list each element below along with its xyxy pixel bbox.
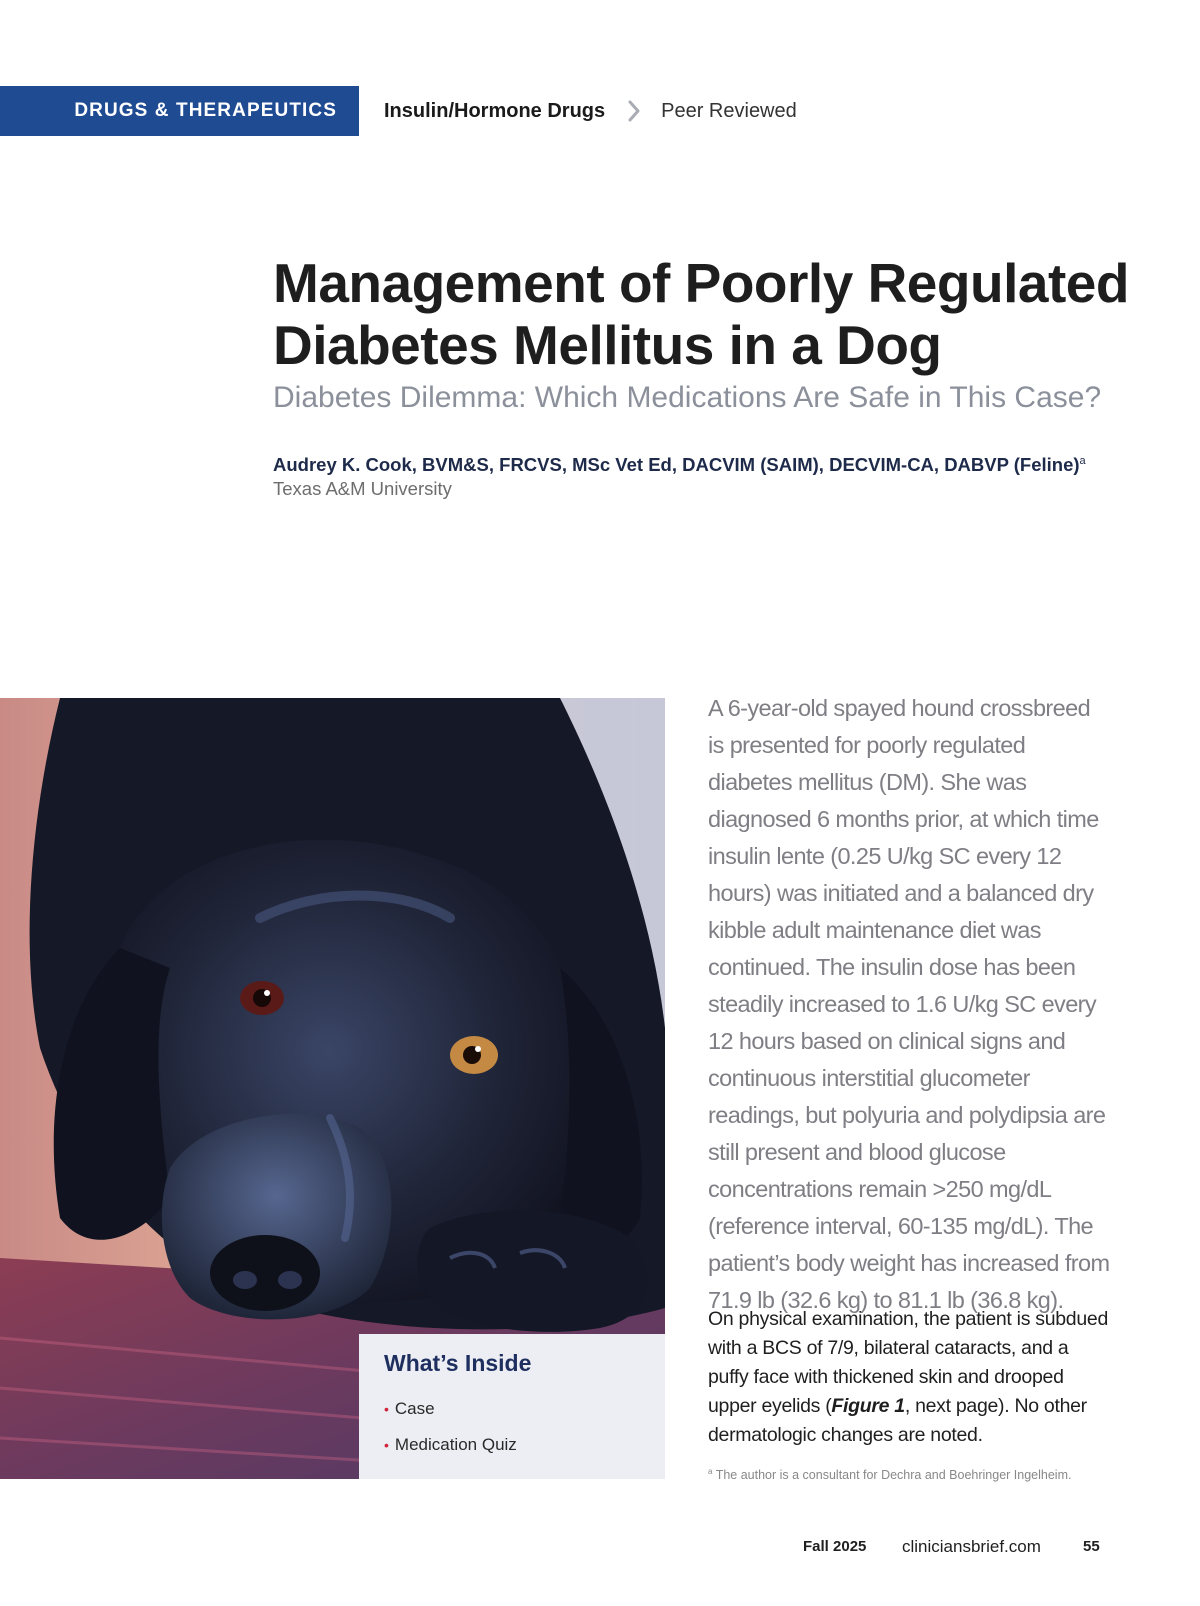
author-name: Audrey K. Cook, BVM&S, FRCVS, MSc Vet Ed, DACVIM (SAIM), DECVIM-CA, DABVP (Feline) [273, 454, 1080, 476]
whats-inside-item-label: Medication Quiz [394, 1435, 517, 1454]
footer-website-link[interactable]: cliniciansbrief.com [902, 1537, 1041, 1556]
bullet-icon: • [384, 1401, 389, 1417]
whats-inside-title: What’s Inside [384, 1350, 532, 1376]
author-line [273, 448, 1153, 478]
footnote-marker: a [708, 1467, 713, 1476]
section-label: DRUGS & THERAPEUTICS [74, 100, 337, 121]
whats-inside-box [359, 1334, 665, 1479]
author-affiliation: Texas A&M University [273, 478, 452, 499]
author-footnote [708, 1467, 1128, 1482]
whats-inside-list [384, 1391, 665, 1463]
section-tab [0, 86, 359, 136]
author-note-marker: a [1079, 455, 1086, 467]
whats-inside-item[interactable] [384, 1391, 665, 1427]
footer-issue: Fall 2025 [803, 1538, 867, 1555]
breadcrumb-category[interactable]: Insulin/Hormone Drugs [384, 99, 606, 122]
exam-text-after: , next page). No other dermatologic changes are noted. [708, 1395, 1087, 1446]
chevron-right-icon [627, 100, 641, 122]
whats-inside-item[interactable] [384, 1427, 665, 1463]
article-title: Management of Poorly Regulated Diabetes Mellitus in a Dog [273, 252, 1129, 376]
whats-inside-item-label: Case [394, 1399, 435, 1418]
breadcrumb-review-status: Peer Reviewed [661, 99, 797, 122]
breadcrumb [384, 86, 797, 136]
bullet-icon: • [384, 1437, 389, 1453]
footer-page-number: 55 [1083, 1538, 1100, 1555]
exam-text-before: On physical examination, the patient is subdued with a BCS of 7/9, bilateral cataracts, and a puffy face with thickened skin and drooped upper eyelids ( [708, 1308, 1108, 1417]
exam-paragraph [708, 1305, 1110, 1450]
article-subtitle: Diabetes Dilemma: Which Medications Are Safe in This Case? [273, 381, 1102, 414]
figure-reference-link[interactable]: Figure 1 [831, 1395, 905, 1417]
lead-paragraph: A 6-year-old spayed hound crossbreed is presented for poorly regulated diabetes mellitus (DM). She was diagnosed 6 months prior, at which time insulin lente (0.25 U/kg SC every 12 hours) was initiated and a balanced dry kibble adult maintenance diet was continued. The insulin dose has been steadily increased to 1.6 U/kg SC every 12 hours based on clinical signs and continuous interstitial glucometer readings, but polyuria and polydipsia are still present and blood glucose concentrations remain >250 mg/dL (reference interval, 60-135 mg/dL). The patient’s body weight has increased from 71.9 lb (32.6 kg) to 81.1 lb (36.8 kg). [708, 695, 1110, 1313]
footnote-text: The author is a consultant for Dechra and Boehringer Ingelheim. [715, 1468, 1072, 1483]
